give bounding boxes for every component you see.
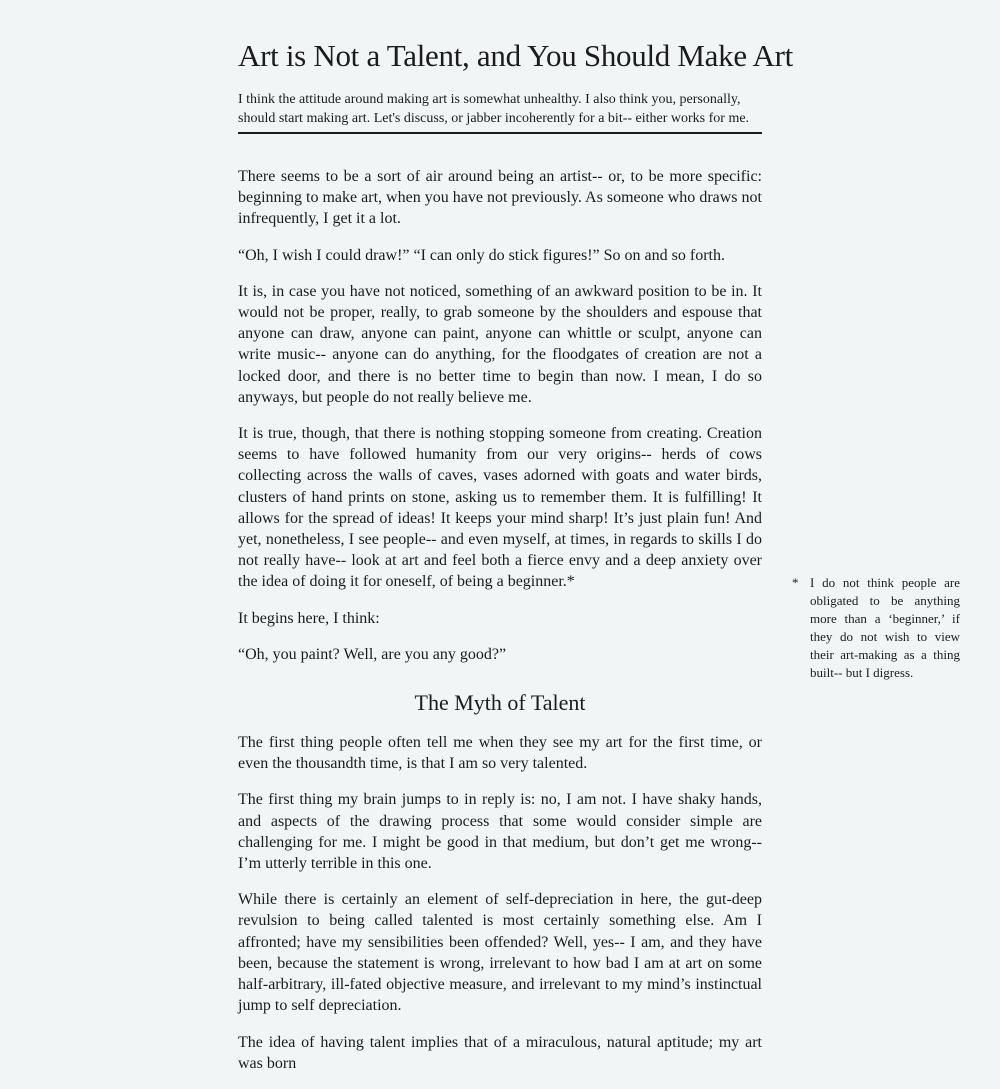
paragraph: There seems to be a sort of air around being an artist-- or, to be more specific: beginning to make art, when you have not previously. As someone who draws not infrequently, I get it a lot.: [238, 168, 762, 228]
article-title: Art is Not a Talent, and You Should Make Art: [238, 38, 793, 73]
paragraph: The idea of having talent implies that of a miraculous, natural aptitude; my art was born: [238, 1033, 762, 1072]
article-body: [238, 166, 762, 1074]
paragraph: The first thing people often tell me when they see my art for the first time, or even the thousandth time, is that I am so very talented.: [238, 734, 762, 773]
section-heading: The Myth of Talent: [414, 690, 586, 716]
paragraph: While there is certainly an element of self-depreciation in here, the gut-deep revulsion to being called talented is most certainly something else. Am I affronted; have my sensibilities been offended? Well, yes-- I am, and they have been, because the statement is wrong, irrelevant to how bad I am at art on some half-arbitrary, ill-fated objective measure, and irrelevant to my mind’s instinctual jump to self depreciation.: [238, 891, 762, 1015]
paragraph: The first thing my brain jumps to in reply is: no, I am not. I have shaky hands, and aspects of the drawing process that some would consider simple are challenging for me. I might be good in that medium, but don’t get me wrong-- I’m utterly terrible in this one.: [238, 791, 762, 873]
sidenote: [792, 574, 960, 682]
paragraph: It begins here, I think:: [238, 609, 380, 627]
article-subtitle: I think the attitude around making art is somewhat unhealthy. I also think you, personally, should start making art. Let's discuss, or jabber incoherently for a bit-- either works for me.: [238, 90, 762, 134]
paragraph: “Oh, I wish I could draw!” “I can only do stick figures!” So on and so forth.: [238, 246, 725, 264]
sidenote-marker: *: [792, 575, 799, 590]
article: [238, 0, 793, 1089]
paragraph: It is true, though, that there is nothing stopping someone from creating. Creation seems to have followed humanity from our very origins-- herds of cows collecting across the walls of caves, vases adorned with goats and water birds, clusters of hand prints on stone, asking us to remember them. It is fulfilling! It allows for the spread of ideas! It keeps your mind sharp! It’s just plain fun! And yet, nonetheless, I see people-- and even myself, at times, in regards to skills I do not really have-- look at art and feel both a fierce envy and a deep anxiety over the idea of doing it for oneself, of being a beginner.*: [238, 425, 762, 591]
sidenote-text: I do not think people are obligated to be anything more than a ‘beginner,’ if they do not wish to view their art-making as a thing built-- but I digress.: [810, 575, 960, 680]
paragraph: “Oh, you paint? Well, are you any good?”: [238, 645, 507, 663]
paragraph: It is, in case you have not noticed, something of an awkward position to be in. It would not be proper, really, to grab someone by the shoulders and espouse that anyone can draw, anyone can paint, anyone can whittle or sculpt, anyone can write music-- anyone can do anything, for the floodgates of creation are not a locked door, and there is no better time to begin than now. I mean, I do so anyways, but people do not really believe me.: [238, 282, 762, 406]
